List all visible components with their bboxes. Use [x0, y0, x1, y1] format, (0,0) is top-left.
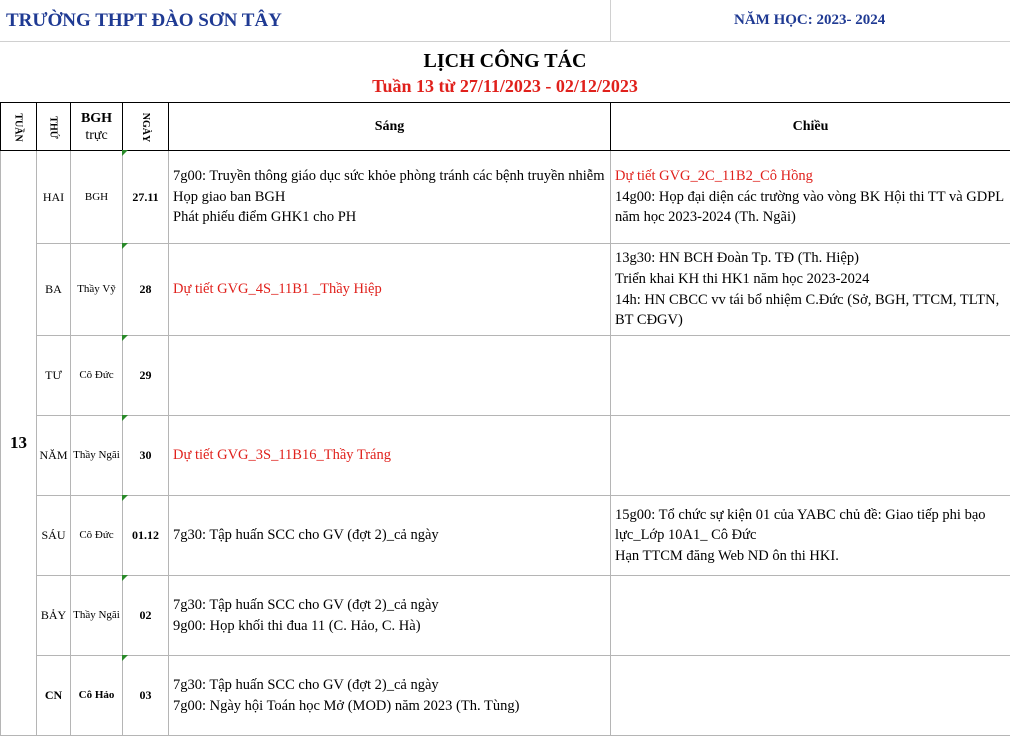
- morning-cell: [169, 496, 611, 576]
- schedule-row: [1, 576, 1010, 656]
- schedule-entry: 7g30: Tập huấn SCC cho GV (đợt 2)_cả ngày: [173, 527, 439, 544]
- duty-cell: BGH: [71, 151, 123, 244]
- date-cell: 28: [123, 244, 169, 336]
- schedule-entry: 9g00: Họp khối thi đua 11 (C. Hảo, C. Hà): [173, 617, 421, 634]
- day-cell: HAI: [37, 151, 71, 244]
- day-cell: SÁU: [37, 496, 71, 576]
- page-title: LỊCH CÔNG TÁC: [423, 50, 587, 72]
- header-divider: [610, 0, 611, 42]
- schedule-row: [1, 496, 1010, 576]
- duty-cell: Thầy Vỹ: [71, 244, 123, 336]
- day-column-header: THỨ: [37, 103, 71, 151]
- duty-cell: Thầy Ngãi: [71, 416, 123, 496]
- schedule-row: [1, 336, 1010, 416]
- morning-cell: [169, 151, 611, 244]
- header-row: [1, 103, 1010, 151]
- school-year: NĂM HỌC: 2023- 2024: [734, 12, 886, 28]
- schedule-row: [1, 416, 1010, 496]
- schedule-entry: Dự tiết GVG_2C_11B2_Cô Hồng: [615, 168, 813, 185]
- schedule-entry: Dự tiết GVG_4S_11B1 _Thầy Hiệp: [173, 281, 382, 298]
- duty-cell: Cô Đức: [71, 496, 123, 576]
- schedule-entry: Phát phiếu điểm GHK1 cho PH: [173, 209, 357, 226]
- header-bar: [0, 0, 1010, 42]
- morning-cell: [169, 656, 611, 736]
- date-cell: 01.12: [123, 496, 169, 576]
- afternoon-cell: [611, 336, 1010, 416]
- week-column-header: TUẦN: [1, 103, 37, 151]
- schedule-body: [1, 151, 1010, 736]
- day-cell: BA: [37, 244, 71, 336]
- date-cell: 30: [123, 416, 169, 496]
- schedule-entry: 15g00: Tổ chức sự kiện 01 của YABC chủ đề: Giao tiếp phi bạo lực_Lớp 10A1_ Cô Đức: [615, 506, 986, 544]
- date-column-header: NGÀY: [123, 103, 169, 151]
- school-name: TRƯỜNG THPT ĐÀO SƠN TÂY: [6, 10, 282, 31]
- schedule-entry: 13g30: HN BCH Đoàn Tp. TĐ (Th. Hiệp): [615, 250, 859, 267]
- afternoon-cell: [611, 416, 1010, 496]
- morning-cell: [169, 576, 611, 656]
- schedule-entry: 7g30: Tập huấn SCC cho GV (đợt 2)_cả ngày: [173, 596, 439, 613]
- morning-cell: [169, 244, 611, 336]
- schedule-entry: 7g30: Tập huấn SCC cho GV (đợt 2)_cả ngày: [173, 676, 439, 693]
- schedule-entry: Họp giao ban BGH: [173, 188, 286, 205]
- week-number: 13: [1, 151, 37, 736]
- date-cell: 02: [123, 576, 169, 656]
- duty-cell: Cô Hảo: [71, 656, 123, 736]
- schedule-row: [1, 151, 1010, 244]
- afternoon-cell: [611, 244, 1010, 336]
- schedule-table: [0, 102, 1010, 736]
- afternoon-cell: [611, 496, 1010, 576]
- day-cell: CN: [37, 656, 71, 736]
- afternoon-cell: [611, 151, 1010, 244]
- day-cell: TƯ: [37, 336, 71, 416]
- schedule-entry: Dự tiết GVG_3S_11B16_Thầy Tráng: [173, 447, 391, 464]
- afternoon-column-header: Chiều: [611, 103, 1010, 151]
- schedule-row: [1, 656, 1010, 736]
- morning-cell: [169, 416, 611, 496]
- morning-column-header: Sáng: [169, 103, 611, 151]
- schedule-row: [1, 244, 1010, 336]
- week-range: Tuần 13 từ 27/11/2023 - 02/12/2023: [372, 76, 638, 96]
- afternoon-cell: [611, 576, 1010, 656]
- duty-cell: Cô Đức: [71, 336, 123, 416]
- date-cell: 03: [123, 656, 169, 736]
- day-cell: NĂM: [37, 416, 71, 496]
- schedule-entry: Triển khai KH thi HK1 năm học 2023-2024: [615, 270, 870, 287]
- date-cell: 27.11: [123, 151, 169, 244]
- day-cell: BẢY: [37, 576, 71, 656]
- schedule-entry: 14g00: Họp đại diện các trường vào vòng BK Hội thi TT và GDPL năm học 2023-2024 (Th. Ngãi): [615, 188, 1004, 226]
- schedule-entry: 7g00: Ngày hội Toán học Mở (MOD) năm 2023 (Th. Tùng): [173, 697, 520, 714]
- morning-cell: [169, 336, 611, 416]
- schedule-entry: Hạn TTCM đăng Web ND ôn thi HKI.: [615, 547, 839, 564]
- schedule-entry: 14h: HN CBCC vv tái bổ nhiệm C.Đức (Sở, BGH, TTCM, TLTN, BT CĐGV): [615, 291, 1000, 329]
- date-cell: 29: [123, 336, 169, 416]
- duty-cell: Thầy Ngãi: [71, 576, 123, 656]
- schedule-entry: 7g00: Truyền thông giáo dục sức khỏe phòng tránh các bệnh truyền nhiễm: [173, 168, 605, 185]
- duty-column-header: BGH trực: [71, 103, 123, 151]
- afternoon-cell: [611, 656, 1010, 736]
